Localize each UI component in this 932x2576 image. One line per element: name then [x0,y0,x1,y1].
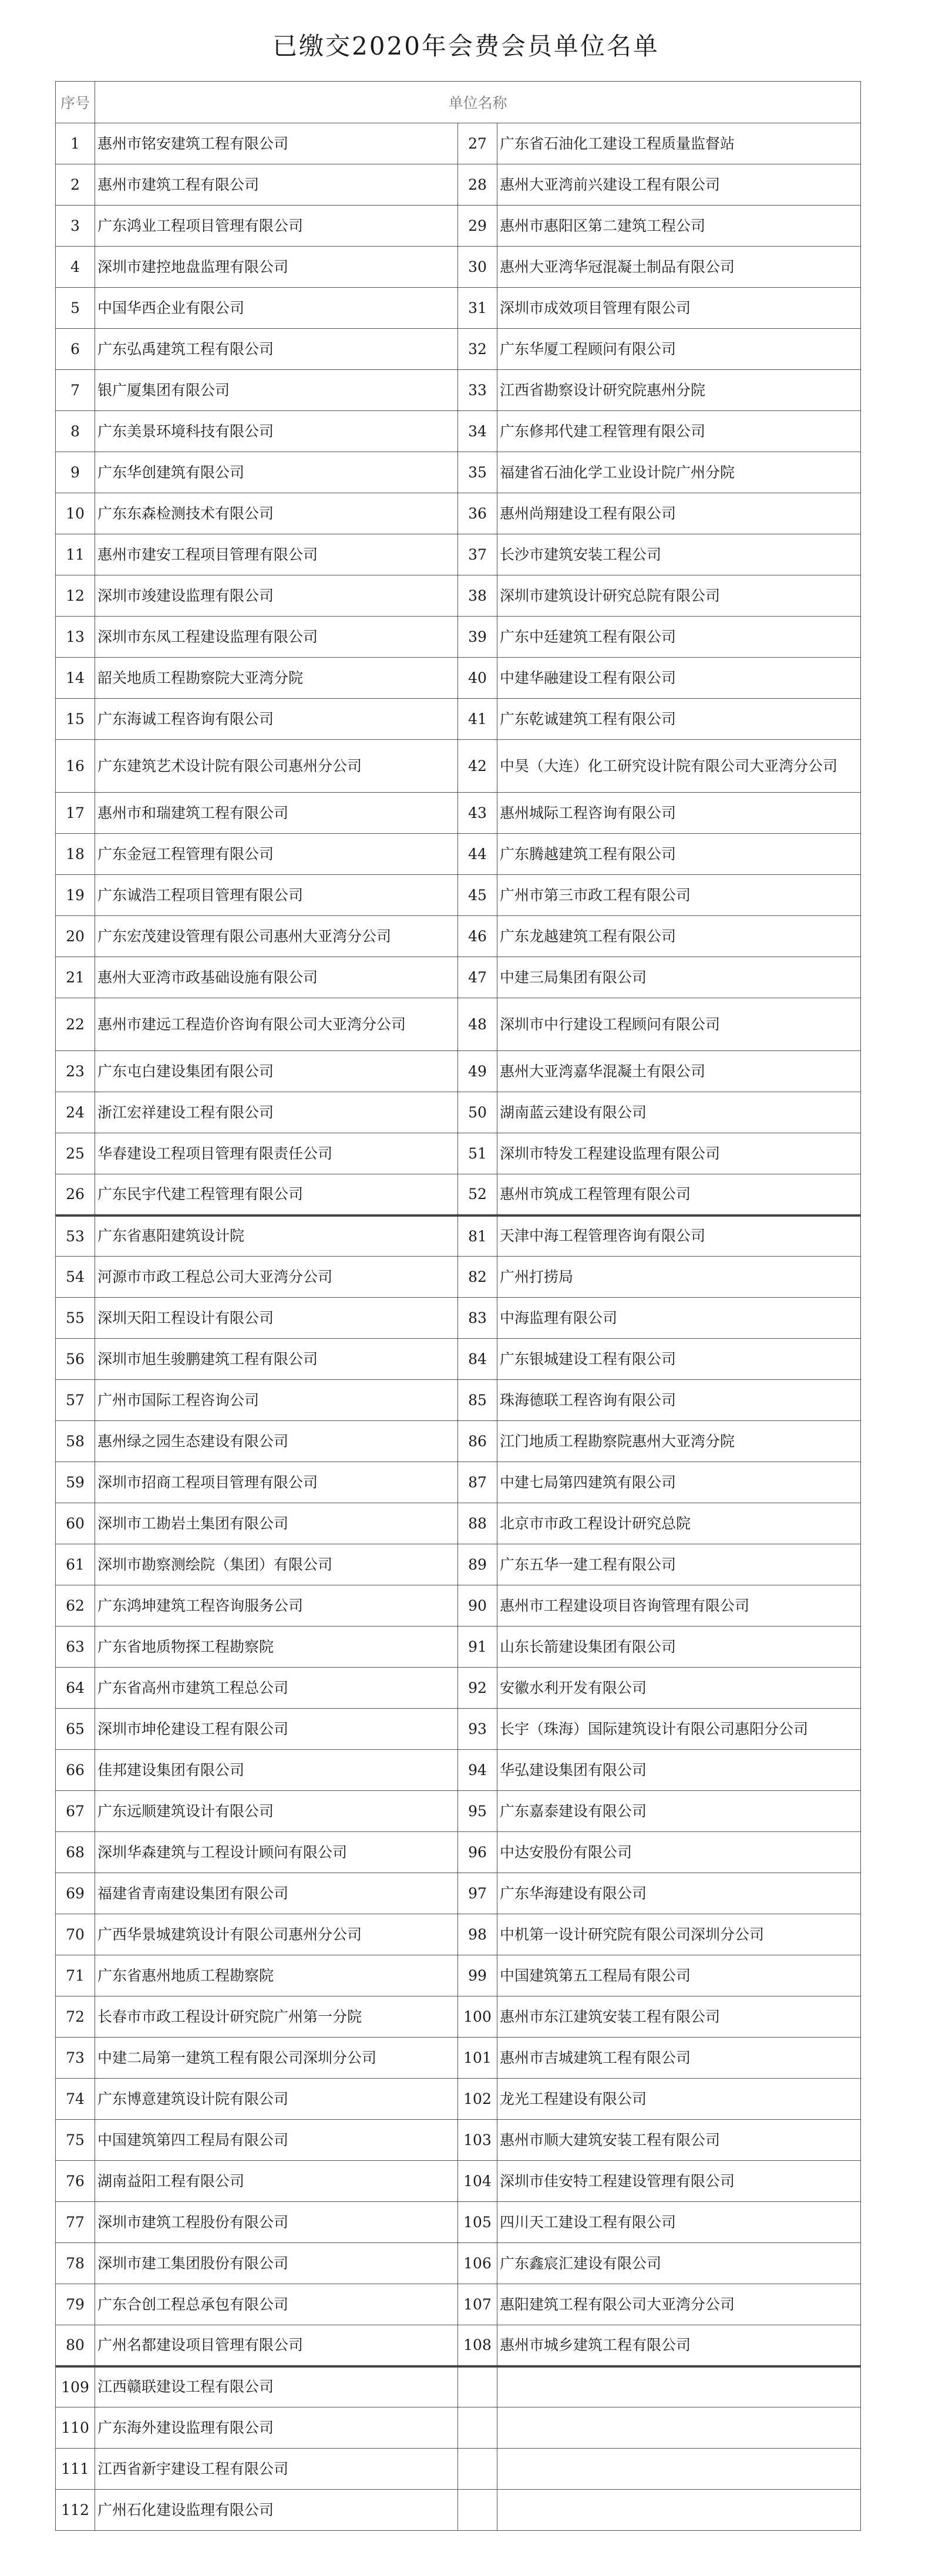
table-row [56,2407,861,2449]
company-name-right: 广东鑫宸汇建设有限公司 [497,2243,861,2284]
row-number-left: 10 [56,493,95,534]
table-row [56,2202,861,2243]
table-row [56,1996,861,2038]
company-name-left: 深圳天阳工程设计有限公司 [95,1298,458,1339]
company-name-right: 深圳市成效项目管理有限公司 [497,288,861,329]
company-name-right: 广东华海建设有限公司 [497,1873,861,1914]
row-number-right: 94 [458,1750,497,1791]
company-name-right: 广东省石油化工建设工程质量监督站 [497,123,861,164]
company-name-left: 深圳市建筑工程股份有限公司 [95,2202,458,2243]
row-number-left: 71 [56,1955,95,1996]
table-row [56,834,861,875]
row-number-left: 19 [56,875,95,916]
row-number-right: 99 [458,1955,497,1996]
table-row [56,206,861,247]
row-number-left: 60 [56,1503,95,1544]
table-row [56,740,861,793]
company-name-right: 惠州市惠阳区第二建筑工程公司 [497,206,861,247]
company-name-left: 广东博意建筑设计院有限公司 [95,2079,458,2120]
company-name-right: 中建华融建设工程有限公司 [497,658,861,699]
table-row [56,1380,861,1421]
row-number-left: 79 [56,2284,95,2325]
row-number-right: 32 [458,329,497,370]
row-number-right: 101 [458,2038,497,2079]
company-name-right: 广东五华一建工程有限公司 [497,1544,861,1585]
company-name-right: 惠州市吉城建筑工程有限公司 [497,2038,861,2079]
table-row [56,1914,861,1955]
company-name-left: 深圳市坤伦建设工程有限公司 [95,1709,458,1750]
table-row [56,2284,861,2325]
company-name-left: 广西华景城建筑设计有限公司惠州分公司 [95,1914,458,1955]
company-name-left: 深圳华森建筑与工程设计顾问有限公司 [95,1832,458,1873]
row-number-left: 65 [56,1709,95,1750]
company-name-right: 广东嘉泰建设有限公司 [497,1791,861,1832]
row-number-left: 16 [56,740,95,793]
company-name-right: 中建七局第四建筑有限公司 [497,1462,861,1503]
row-number-right: 28 [458,164,497,206]
company-name-right [497,2407,861,2449]
row-number-right: 39 [458,617,497,658]
table-row [56,288,861,329]
table-row [56,1298,861,1339]
company-name-left: 中国建筑第四工程局有限公司 [95,2120,458,2161]
table-row [56,658,861,699]
company-name-left: 广东省高州市建筑工程总公司 [95,1668,458,1709]
table-row [56,1750,861,1791]
company-name-left: 广东东森检测技术有限公司 [95,493,458,534]
table-row [56,1544,861,1585]
table-row [56,998,861,1051]
company-name-left: 深圳市工勘岩土集团有限公司 [95,1503,458,1544]
row-number-left: 75 [56,2120,95,2161]
table-row [56,699,861,740]
row-number-right: 42 [458,740,497,793]
table-row [56,1462,861,1503]
company-name-right: 四川天工建设工程有限公司 [497,2202,861,2243]
table-row [56,1709,861,1750]
row-number-left: 77 [56,2202,95,2243]
row-number-left: 6 [56,329,95,370]
company-name-right: 惠州市东江建筑安装工程有限公司 [497,1996,861,2038]
row-number-left: 59 [56,1462,95,1503]
table-row [56,1503,861,1544]
company-name-right: 广东中廷建筑工程有限公司 [497,617,861,658]
row-number-left: 23 [56,1051,95,1092]
row-number-right: 102 [458,2079,497,2120]
company-name-right: 深圳市特发工程建设监理有限公司 [497,1133,861,1174]
company-name-left: 惠州大亚湾市政基础设施有限公司 [95,957,458,998]
company-name-left: 银广厦集团有限公司 [95,370,458,411]
row-number-left: 63 [56,1627,95,1668]
row-number-left: 20 [56,916,95,957]
table-row [56,1421,861,1462]
company-name-left: 广东省惠阳建筑设计院 [95,1215,458,1257]
row-number-right: 90 [458,1585,497,1627]
company-name-left: 佳邦建设集团有限公司 [95,1750,458,1791]
company-name-left: 广东鸿业工程项目管理有限公司 [95,206,458,247]
table-row [56,1215,861,1257]
company-name-left: 惠州市和瑞建筑工程有限公司 [95,793,458,834]
table-row [56,1257,861,1298]
company-name-left: 广东建筑艺术设计院有限公司惠州分公司 [95,740,458,793]
row-number-left: 25 [56,1133,95,1174]
table-row [56,2449,861,2490]
company-name-right: 广东龙越建筑工程有限公司 [497,916,861,957]
row-number-right: 35 [458,452,497,493]
row-number-left: 66 [56,1750,95,1791]
table-row [56,1791,861,1832]
row-number-right: 29 [458,206,497,247]
company-name-left: 深圳市招商工程项目管理有限公司 [95,1462,458,1503]
table-row [56,452,861,493]
row-number-left: 53 [56,1215,95,1257]
company-name-left: 广东海外建设监理有限公司 [95,2407,458,2449]
company-name-right: 江西省勘察设计研究院惠州分院 [497,370,861,411]
company-name-left: 深圳市建工集团股份有限公司 [95,2243,458,2284]
company-name-right [497,2366,861,2407]
row-number-left: 57 [56,1380,95,1421]
company-name-left: 广东美景环境科技有限公司 [95,411,458,452]
row-number-left: 18 [56,834,95,875]
row-number-left: 56 [56,1339,95,1380]
header-name: 单位名称 [95,82,861,123]
company-name-left: 浙江宏祥建设工程有限公司 [95,1092,458,1133]
table-row [56,957,861,998]
table-row [56,247,861,288]
row-number-right: 36 [458,493,497,534]
row-number-right [458,2407,497,2449]
company-name-left: 广东华创建筑有限公司 [95,452,458,493]
table-row [56,2366,861,2407]
row-number-left: 58 [56,1421,95,1462]
row-number-left: 3 [56,206,95,247]
row-number-right: 43 [458,793,497,834]
row-number-right: 92 [458,1668,497,1709]
company-name-right: 珠海德联工程咨询有限公司 [497,1380,861,1421]
row-number-right: 93 [458,1709,497,1750]
table-row [56,1051,861,1092]
row-number-right: 85 [458,1380,497,1421]
company-name-right: 中昊（大连）化工研究设计院有限公司大亚湾分公司 [497,740,861,793]
company-name-right: 福建省石油化学工业设计院广州分院 [497,452,861,493]
row-number-right: 104 [458,2161,497,2202]
table-row [56,2243,861,2284]
company-name-left: 广东诚浩工程项目管理有限公司 [95,875,458,916]
company-name-right: 广州打捞局 [497,1257,861,1298]
row-number-right: 51 [458,1133,497,1174]
table-row [56,793,861,834]
company-name-left: 广州市国际工程咨询公司 [95,1380,458,1421]
row-number-left: 11 [56,534,95,575]
company-name-right: 广东修邦代建工程管理有限公司 [497,411,861,452]
row-number-left: 69 [56,1873,95,1914]
row-number-left: 73 [56,2038,95,2079]
company-name-right: 惠州大亚湾嘉华混凝土有限公司 [497,1051,861,1092]
company-name-left: 广州石化建设监理有限公司 [95,2490,458,2531]
company-name-left: 惠州市建安工程项目管理有限公司 [95,534,458,575]
company-name-right: 华弘建设集团有限公司 [497,1750,861,1791]
company-name-left: 福建省青南建设集团有限公司 [95,1873,458,1914]
company-name-right [497,2449,861,2490]
company-name-right: 惠州市筑成工程管理有限公司 [497,1174,861,1215]
company-name-right: 江门地质工程勘察院惠州大亚湾分院 [497,1421,861,1462]
row-number-right: 107 [458,2284,497,2325]
company-name-left: 广东海诚工程咨询有限公司 [95,699,458,740]
company-name-right: 中达安股份有限公司 [497,1832,861,1873]
row-number-right: 83 [458,1298,497,1339]
company-name-left: 惠州市建筑工程有限公司 [95,164,458,206]
row-number-left: 26 [56,1174,95,1215]
company-name-right: 广东乾诚建筑工程有限公司 [497,699,861,740]
row-number-right: 100 [458,1996,497,2038]
company-name-right: 中机第一设计研究院有限公司深圳分公司 [497,1914,861,1955]
row-number-left: 5 [56,288,95,329]
table-row [56,916,861,957]
table-row [56,123,861,164]
company-name-left: 江西省新宇建设工程有限公司 [95,2449,458,2490]
company-name-left: 惠州绿之园生态建设有限公司 [95,1421,458,1462]
company-name-left: 长春市市政工程设计研究院广州第一分院 [95,1996,458,2038]
row-number-right: 108 [458,2325,497,2366]
row-number-left: 76 [56,2161,95,2202]
row-number-right [458,2366,497,2407]
row-number-left: 2 [56,164,95,206]
row-number-right: 38 [458,575,497,617]
table-row [56,1873,861,1914]
company-name-left: 广东屯白建设集团有限公司 [95,1051,458,1092]
table-row [56,493,861,534]
row-number-right: 27 [458,123,497,164]
company-name-right: 长宇（珠海）国际建筑设计有限公司惠阳分公司 [497,1709,861,1750]
row-number-left: 4 [56,247,95,288]
table-row [56,411,861,452]
table-row [56,1092,861,1133]
row-number-left: 15 [56,699,95,740]
row-number-left: 8 [56,411,95,452]
row-number-right: 31 [458,288,497,329]
row-number-right: 37 [458,534,497,575]
table-row [56,2079,861,2120]
row-number-left: 62 [56,1585,95,1627]
row-number-left: 1 [56,123,95,164]
row-number-right: 89 [458,1544,497,1585]
company-name-left: 广东金冠工程管理有限公司 [95,834,458,875]
table-row [56,534,861,575]
company-name-left: 深圳市勘察测绘院（集团）有限公司 [95,1544,458,1585]
company-name-right: 中建三局集团有限公司 [497,957,861,998]
row-number-left: 54 [56,1257,95,1298]
row-number-left: 112 [56,2490,95,2531]
company-name-right: 深圳市建筑设计研究总院有限公司 [497,575,861,617]
company-name-left: 惠州市建远工程造价咨询有限公司大亚湾分公司 [95,998,458,1051]
company-name-right: 北京市市政工程设计研究总院 [497,1503,861,1544]
company-name-right: 龙光工程建设有限公司 [497,2079,861,2120]
company-name-left: 中国华西企业有限公司 [95,288,458,329]
table-row [56,1133,861,1174]
member-table [55,81,861,2531]
company-name-left: 韶关地质工程勘察院大亚湾分院 [95,658,458,699]
company-name-right: 中国建筑第五工程局有限公司 [497,1955,861,1996]
row-number-right: 81 [458,1215,497,1257]
company-name-right: 惠州尚翔建设工程有限公司 [497,493,861,534]
row-number-right: 82 [458,1257,497,1298]
table-row [56,2038,861,2079]
row-number-left: 68 [56,1832,95,1873]
company-name-left: 广东弘禹建筑工程有限公司 [95,329,458,370]
table-row [56,1668,861,1709]
company-name-left: 深圳市东凤工程建设监理有限公司 [95,617,458,658]
company-name-left: 广东省惠州地质工程勘察院 [95,1955,458,1996]
row-number-left: 80 [56,2325,95,2366]
company-name-right: 广东银城建设工程有限公司 [497,1339,861,1380]
company-name-left: 广东鸿坤建筑工程咨询服务公司 [95,1585,458,1627]
company-name-left: 广州名都建设项目管理有限公司 [95,2325,458,2366]
row-number-right: 33 [458,370,497,411]
row-number-right: 40 [458,658,497,699]
row-number-left: 13 [56,617,95,658]
table-row [56,2161,861,2202]
company-name-left: 深圳市旭生骏鹏建筑工程有限公司 [95,1339,458,1380]
company-name-right: 惠州市城乡建筑工程有限公司 [497,2325,861,2366]
company-name-left: 江西赣联建设工程有限公司 [95,2366,458,2407]
row-number-left: 7 [56,370,95,411]
company-name-right: 惠州城际工程咨询有限公司 [497,793,861,834]
row-number-right: 95 [458,1791,497,1832]
company-name-right: 湖南蓝云建设有限公司 [497,1092,861,1133]
row-number-right: 49 [458,1051,497,1092]
row-number-right: 41 [458,699,497,740]
row-number-left: 110 [56,2407,95,2449]
row-number-left: 21 [56,957,95,998]
company-name-left: 惠州市铭安建筑工程有限公司 [95,123,458,164]
table-row [56,875,861,916]
row-number-right: 105 [458,2202,497,2243]
row-number-right: 86 [458,1421,497,1462]
company-name-right: 深圳市中行建设工程顾问有限公司 [497,998,861,1051]
row-number-left: 9 [56,452,95,493]
table-row [56,1832,861,1873]
table-body [56,123,861,2531]
company-name-right: 山东长箭建设集团有限公司 [497,1627,861,1668]
table-header-row [56,82,861,123]
row-number-right: 96 [458,1832,497,1873]
row-number-left: 64 [56,1668,95,1709]
row-number-right: 45 [458,875,497,916]
company-name-right: 惠州市工程建设项目咨询管理有限公司 [497,1585,861,1627]
table-row [56,1627,861,1668]
table-row [56,1174,861,1215]
company-name-left: 深圳市竣建设监理有限公司 [95,575,458,617]
table-row [56,2325,861,2366]
row-number-right [458,2490,497,2531]
table-row [56,2490,861,2531]
row-number-right: 97 [458,1873,497,1914]
table-row [56,370,861,411]
row-number-left: 12 [56,575,95,617]
company-name-left: 广东合创工程总承包有限公司 [95,2284,458,2325]
row-number-right: 52 [458,1174,497,1215]
table-row [56,575,861,617]
header-no: 序号 [56,82,95,123]
company-name-right: 天津中海工程管理咨询有限公司 [497,1215,861,1257]
row-number-right: 98 [458,1914,497,1955]
company-name-right: 广州市第三市政工程有限公司 [497,875,861,916]
row-number-left: 55 [56,1298,95,1339]
row-number-left: 61 [56,1544,95,1585]
company-name-left: 广东宏茂建设管理有限公司惠州大亚湾分公司 [95,916,458,957]
company-name-left: 中建二局第一建筑工程有限公司深圳分公司 [95,2038,458,2079]
company-name-right: 广东华厦工程顾问有限公司 [497,329,861,370]
row-number-right: 91 [458,1627,497,1668]
table-row [56,1955,861,1996]
row-number-left: 70 [56,1914,95,1955]
row-number-right: 48 [458,998,497,1051]
company-name-left: 华春建设工程项目管理有限责任公司 [95,1133,458,1174]
row-number-right: 34 [458,411,497,452]
row-number-left: 17 [56,793,95,834]
company-name-left: 广东远顺建筑设计有限公司 [95,1791,458,1832]
table-row [56,2120,861,2161]
row-number-right: 47 [458,957,497,998]
company-name-left: 河源市市政工程总公司大亚湾分公司 [95,1257,458,1298]
page-title: 已缴交2020年会费会员单位名单 [272,32,660,60]
table-row [56,617,861,658]
row-number-left: 111 [56,2449,95,2490]
company-name-right: 中海监理有限公司 [497,1298,861,1339]
row-number-right [458,2449,497,2490]
table-row [56,164,861,206]
company-name-right: 惠州大亚湾华冠混凝土制品有限公司 [497,247,861,288]
company-name-right: 深圳市佳安特工程建设管理有限公司 [497,2161,861,2202]
company-name-left: 广东省地质物探工程勘察院 [95,1627,458,1668]
company-name-right: 惠州大亚湾前兴建设工程有限公司 [497,164,861,206]
row-number-left: 14 [56,658,95,699]
company-name-right: 惠州市顺大建筑安装工程有限公司 [497,2120,861,2161]
row-number-left: 78 [56,2243,95,2284]
table-row [56,329,861,370]
company-name-right: 安徽水利开发有限公司 [497,1668,861,1709]
row-number-right: 103 [458,2120,497,2161]
row-number-left: 24 [56,1092,95,1133]
row-number-right: 88 [458,1503,497,1544]
company-name-left: 广东民宇代建工程管理有限公司 [95,1174,458,1215]
company-name-right: 广东腾越建筑工程有限公司 [497,834,861,875]
company-name-left: 深圳市建控地盘监理有限公司 [95,247,458,288]
row-number-right: 106 [458,2243,497,2284]
row-number-left: 67 [56,1791,95,1832]
row-number-right: 44 [458,834,497,875]
row-number-left: 22 [56,998,95,1051]
row-number-left: 109 [56,2366,95,2407]
row-number-left: 72 [56,1996,95,2038]
row-number-right: 46 [458,916,497,957]
company-name-right [497,2490,861,2531]
row-number-right: 87 [458,1462,497,1503]
row-number-right: 30 [458,247,497,288]
table-row [56,1339,861,1380]
row-number-left: 74 [56,2079,95,2120]
company-name-left: 湖南益阳工程有限公司 [95,2161,458,2202]
table-row [56,1585,861,1627]
row-number-right: 50 [458,1092,497,1133]
company-name-right: 惠阳建筑工程有限公司大亚湾分公司 [497,2284,861,2325]
company-name-right: 长沙市建筑安装工程公司 [497,534,861,575]
row-number-right: 84 [458,1339,497,1380]
